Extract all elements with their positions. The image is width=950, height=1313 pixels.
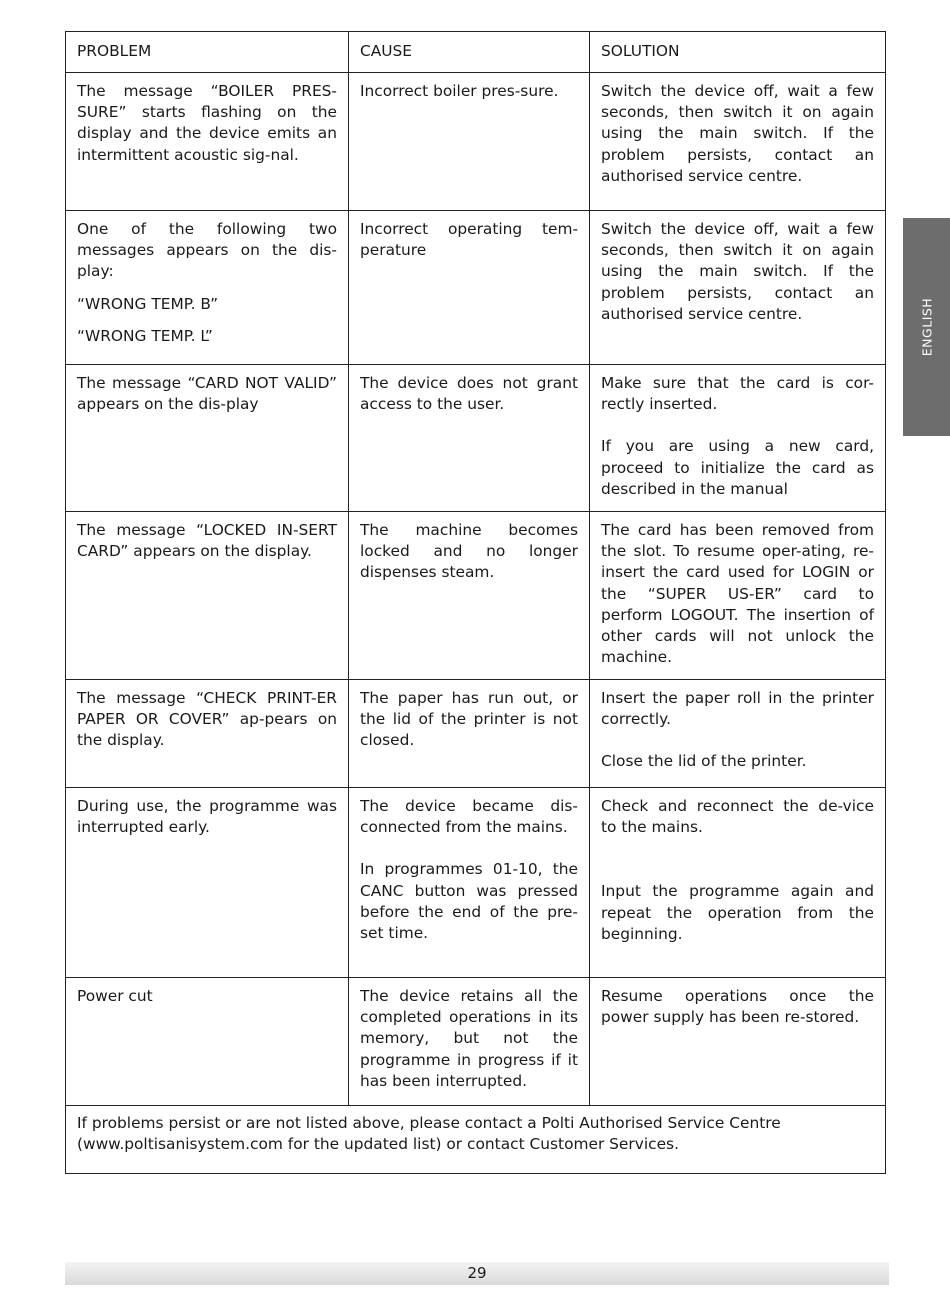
cell-text: The card has been removed from the slot. To resume oper-ating, re-insert the card used for LOGIN or the “SUPER US-ER” card to perform LOGOUT. The insertion of other cards will not unlock the machine. (601, 521, 874, 667)
cell-text: Power cut (77, 987, 153, 1005)
table-footer-row (66, 1106, 886, 1174)
table-row (66, 73, 886, 211)
cell-text: In programmes 01-10, the CANC button was pressed before the end of the pre-set time. (360, 860, 578, 943)
footer-note: If problems persist or are not listed above, please contact a Polti Authorised Service Centre (www.poltisanisystem.com for the updated list) or contact Customer Services. (66, 1106, 886, 1174)
cell-text: The message “CARD NOT VALID” appears on the dis-play (77, 374, 337, 414)
cell-text: One of the following two messages appears on the dis-play: (77, 220, 337, 281)
solution-cell (590, 788, 886, 978)
cause-cell (349, 73, 590, 211)
language-tab-label: ENGLISH (919, 297, 934, 357)
cause-cell (349, 211, 590, 365)
table-row (66, 788, 886, 978)
table-row (66, 680, 886, 788)
cause-cell (349, 365, 590, 512)
cell-text: The device does not grant access to the user. (360, 374, 578, 414)
cell-text: The device retains all the completed operations in its memory, but not the programme in progress if it has been interrupted. (360, 987, 578, 1090)
cell-text: Insert the paper roll in the printer correctly. (601, 689, 874, 729)
cell-text: Incorrect boiler pres-sure. (360, 82, 559, 100)
cell-text: The machine becomes locked and no longer dispenses steam. (360, 521, 578, 582)
problem-cell (66, 365, 349, 512)
cell-text: The message “BOILER PRES-SURE” starts flashing on the display and the device emits an intermittent acoustic sig-nal. (77, 82, 337, 164)
table-row (66, 365, 886, 512)
cell-text: Switch the device off, wait a few seconds, then switch it on again using the main switch. If the problem persists, contact an authorised service centre. (601, 220, 874, 323)
cell-text: “WRONG TEMP. B” (77, 294, 219, 313)
cell-text: Close the lid of the printer. (601, 752, 807, 771)
page-number: 29 (467, 1264, 487, 1282)
cell-text: Check and reconnect the de-vice to the mains. (601, 797, 874, 837)
cell-text: The device became dis-connected from the mains. (360, 797, 578, 837)
cell-text: Input the programme again and repeat the operation from the beginning. (601, 882, 874, 943)
cell-text: Resume operations once the power supply has been re-stored. (601, 987, 874, 1027)
cell-text: Make sure that the card is cor-rectly inserted. (601, 374, 874, 414)
problem-cell (66, 73, 349, 211)
solution-cell (590, 512, 886, 680)
problem-cell (66, 788, 349, 978)
cell-text: Switch the device off, wait a few seconds, then switch it on again using the main switch. If the problem persists, contact an authorised service centre. (601, 82, 874, 185)
troubleshooting-table-container (65, 31, 885, 1174)
solution-cell (590, 978, 886, 1106)
cause-cell (349, 680, 590, 788)
problem-cell (66, 512, 349, 680)
problem-cell (66, 680, 349, 788)
solution-cell (590, 680, 886, 788)
table-row (66, 211, 886, 365)
header-cause: CAUSE (349, 32, 590, 73)
cell-text: Incorrect operating tem-perature (360, 220, 578, 260)
cell-text: If you are using a new card, proceed to initialize the card as described in the manual (601, 437, 874, 498)
table-row (66, 978, 886, 1106)
cause-cell (349, 978, 590, 1106)
cause-cell (349, 512, 590, 680)
cell-text: The paper has run out, or the lid of the printer is not closed. (360, 689, 578, 750)
cell-text: “WRONG TEMP. L” (77, 326, 213, 345)
header-problem: PROBLEM (66, 32, 349, 73)
problem-cell (66, 978, 349, 1106)
cell-text: The message “CHECK PRINT-ER PAPER OR COVER” ap-pears on the display. (77, 689, 337, 750)
troubleshooting-table (65, 31, 886, 1174)
table-header-row (66, 32, 886, 73)
cell-text: During use, the programme was interrupted early. (77, 797, 337, 837)
cell-text: The message “LOCKED IN-SERT CARD” appears on the display. (77, 521, 337, 561)
page-footer-bar (65, 1262, 889, 1285)
header-solution: SOLUTION (590, 32, 886, 73)
problem-cell (66, 211, 349, 365)
language-tab (903, 218, 950, 436)
table-row (66, 512, 886, 680)
cause-cell (349, 788, 590, 978)
solution-cell (590, 73, 886, 211)
solution-cell (590, 211, 886, 365)
solution-cell (590, 365, 886, 512)
